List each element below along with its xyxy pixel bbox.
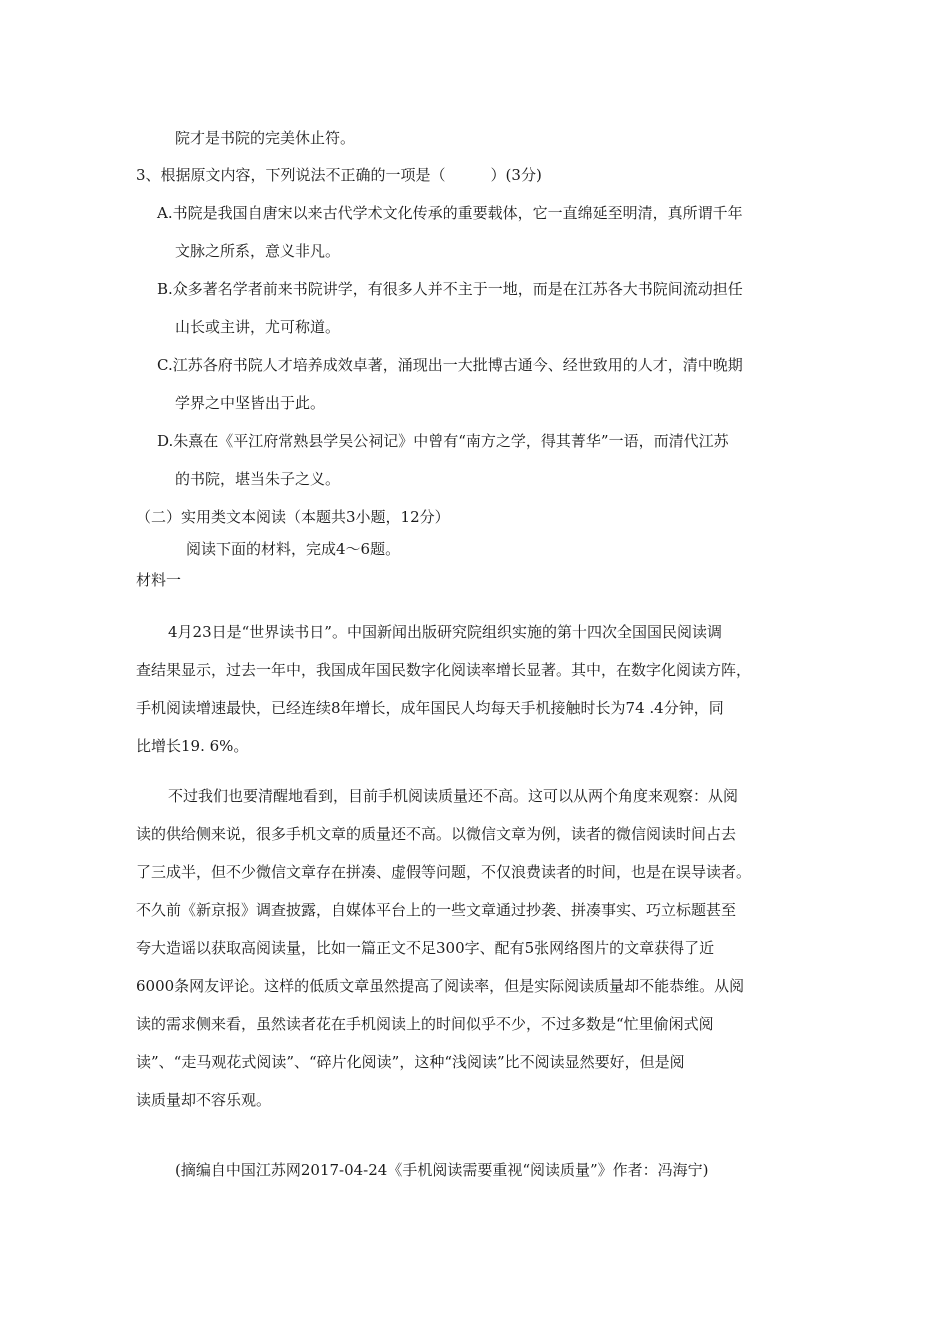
paragraph-1-line-4: 比增长19. 6%。: [136, 737, 249, 755]
material-label: 材料一: [136, 571, 182, 589]
paragraph-2-line-9: 读质量却不容乐观。: [136, 1091, 272, 1109]
option-b-line-1: B.众多著名学者前来书院讲学，有很多人并不主于一地，而是在江苏各大书院间流动担任: [157, 280, 743, 298]
section-instruction: 阅读下面的材料，完成4～6题。: [186, 540, 401, 558]
option-d-line-2: 的书院，堪当朱子之义。: [175, 470, 341, 488]
paragraph-2-line-1: 不过我们也要清醒地看到，目前手机阅读质量还不高。这可以从两个角度来观察：从阅: [168, 787, 739, 805]
question-3-stem: 3、根据原文内容，下列说法不正确的一项是（ ）(3分): [136, 166, 542, 184]
option-b-line-2: 山长或主讲，尤可称道。: [175, 318, 341, 336]
paragraph-2-line-8: 读”、“走马观花式阅读”、“碎片化阅读”，这种“浅阅读”比不阅读显然要好，但是阅: [136, 1053, 685, 1071]
option-a-line-1: A.书院是我国自唐宋以来古代学术文化传承的重要载体，它一直绵延至明清，真所谓千年: [157, 204, 743, 222]
paragraph-1-line-1: 4月23日是“世界读书日”。中国新闻出版研究院组织实施的第十四次全国国民阅读调: [168, 623, 722, 641]
paragraph-2-line-4: 不久前《新京报》调查披露，自媒体平台上的一些文章通过抄袭、拼凑事实、巧立标题甚至: [136, 901, 737, 919]
option-c-line-2: 学界之中坚皆出于此。: [175, 394, 326, 412]
section-title: （二）实用类文本阅读（本题共3小题，12分）: [136, 508, 450, 526]
paragraph-2-line-6: 6000条网友评论。这样的低质文章虽然提高了阅读率，但是实际阅读质量却不能恭维。从阅: [136, 977, 745, 995]
paragraph-2-line-7: 读的需求侧来看，虽然读者花在手机阅读上的时间似乎不少，不过多数是“忙里偷闲式阅: [136, 1015, 714, 1033]
paragraph-1-line-3: 手机阅读增速最快，已经连续8年增长，成年国民人均每天手机接触时长为74 .4分钟，同: [136, 699, 724, 717]
paragraph-2-line-5: 夸大造谣以获取高阅读量，比如一篇正文不足300字、配有5张网络图片的文章获得了近: [136, 939, 715, 957]
option-a-line-2: 文脉之所系，意义非凡。: [175, 242, 341, 260]
source-citation: (摘编自中国江苏网2017-04-24《手机阅读需要重视“阅读质量”》作者：冯海宁): [175, 1161, 709, 1179]
paragraph-2-line-3: 了三成半，但不少微信文章存在拼凑、虚假等问题，不仅浪费读者的时间，也是在误导读者。: [136, 863, 752, 881]
option-d-line-1: D.朱熹在《平江府常熟县学吴公祠记》中曾有“南方之学，得其菁华”一语，而清代江苏: [157, 432, 729, 450]
option-c-line-1: C.江苏各府书院人才培养成效卓著，涌现出一大批博古通今、经世致用的人才，清中晚期: [157, 356, 743, 374]
continued-line: 院才是书院的完美休止符。: [175, 129, 356, 147]
paragraph-1-line-2: 查结果显示，过去一年中，我国成年国民数字化阅读率增长显著。其中，在数字化阅读方阵，: [136, 661, 752, 679]
paragraph-2-line-2: 读的供给侧来说，很多手机文章的质量还不高。以微信文章为例，读者的微信阅读时间占去: [136, 825, 737, 843]
